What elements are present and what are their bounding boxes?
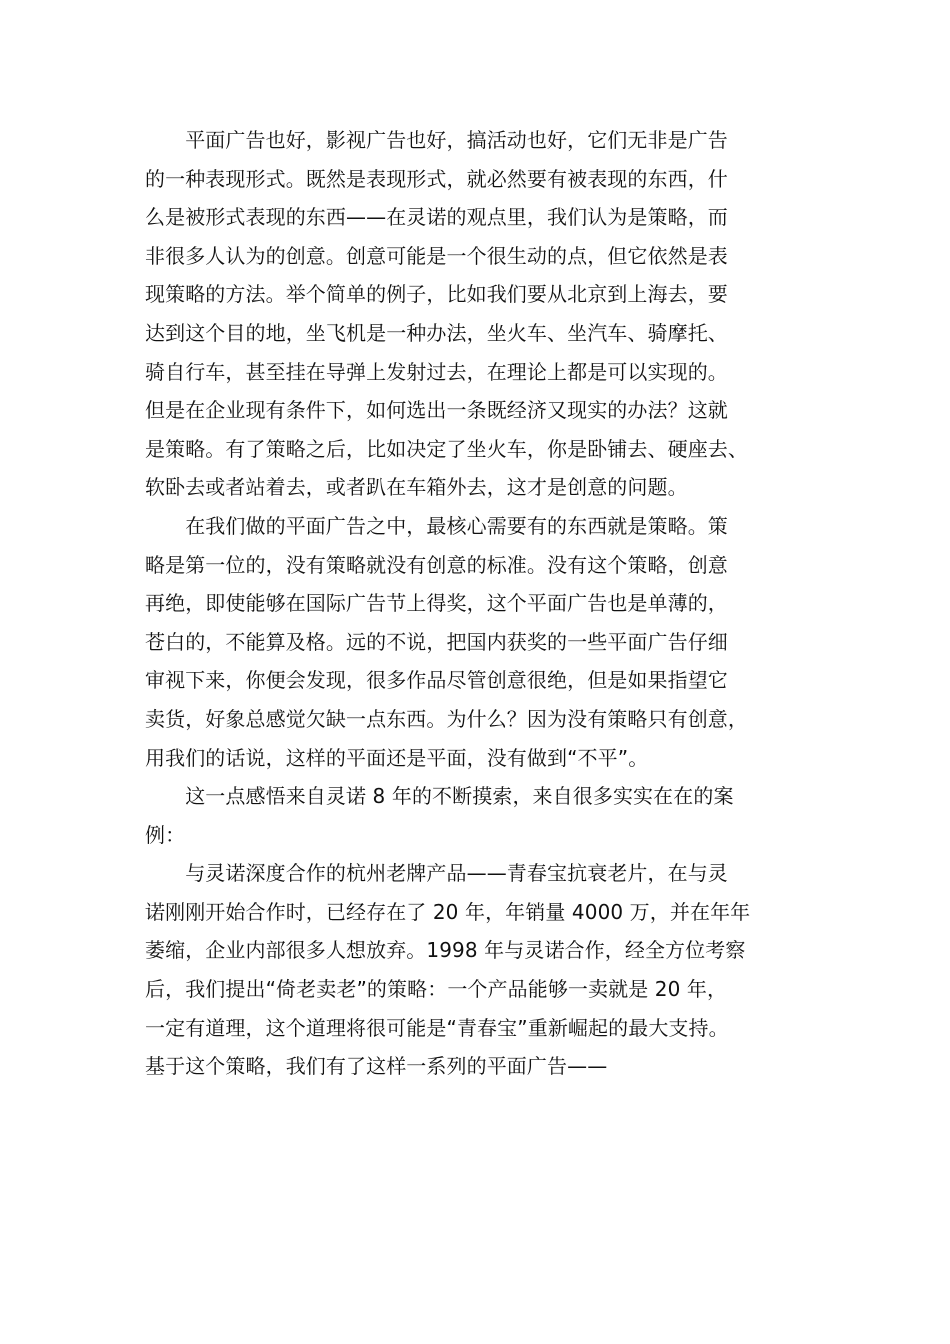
text-line: 用我们的话说，这样的平面还是平面，没有做到“不平”。 [145, 745, 649, 770]
body-text [145, 121, 810, 1086]
paragraph-case-qingchunbao [145, 854, 810, 1086]
text-line: 审视下来，你便会发现，很多作品尽管创意很绝，但是如果指望它 [145, 668, 728, 693]
text-line: 再绝，即使能够在国际广告节上得奖，这个平面广告也是单薄的， [145, 591, 728, 616]
text-line: 非很多人认为的创意。创意可能是一个很生动的点，但它依然是表 [145, 243, 728, 268]
text-line: 这一点感悟来自灵诺 8 年的不断摸索，来自很多实实在在的案 [145, 784, 734, 809]
text-line: 现策略的方法。举个简单的例子，比如我们要从北京到上海去，要 [145, 282, 728, 307]
text-line: 略是第一位的，没有策略就没有创意的标准。没有这个策略，创意 [145, 552, 728, 577]
text-line: 一定有道理，这个道理将很可能是“青春宝”重新崛起的最大支持。 [145, 1015, 729, 1040]
text-line: 例： [145, 822, 186, 847]
text-line: 基于这个策略，我们有了这样一系列的平面广告—— [145, 1054, 608, 1079]
text-line: 诺刚刚开始合作时，已经存在了 20 年，年销量 4000 万，并在年年 [145, 899, 751, 924]
text-line: 卖货，好象总感觉欠缺一点东西。为什么？因为没有策略只有创意， [145, 706, 748, 731]
text-line: 在我们做的平面广告之中，最核心需要有的东西就是策略。策 [145, 513, 728, 538]
text-line: 么是被形式表现的东西——在灵诺的观点里，我们认为是策略，而 [145, 205, 728, 230]
text-line: 苍白的，不能算及格。远的不说，把国内获奖的一些平面广告仔细 [145, 629, 728, 654]
text-line: 但是在企业现有条件下，如何选出一条既经济又现实的办法？这就 [145, 398, 728, 423]
text-line: 是策略。有了策略之后，比如决定了坐火车，你是卧铺去、硬座去、 [145, 436, 748, 461]
text-line: 后，我们提出“倚老卖老”的策略：一个产品能够一卖就是 20 年， [145, 977, 728, 1002]
text-line: 平面广告也好，影视广告也好，搞活动也好，它们无非是广告 [145, 128, 728, 152]
paragraph-core-is-strategy [145, 507, 810, 777]
paragraph-insight-source [145, 777, 810, 854]
paragraph-strategy-vs-creativity [145, 121, 810, 507]
text-line: 的一种表现形式。既然是表现形式，就必然要有被表现的东西，什 [145, 166, 728, 191]
text-line: 软卧去或者站着去，或者趴在车箱外去，这才是创意的问题。 [145, 475, 688, 500]
text-line: 达到这个目的地，坐飞机是一种办法，坐火车、坐汽车、骑摩托、 [145, 320, 728, 345]
text-line: 与灵诺深度合作的杭州老牌产品——青春宝抗衰老片，在与灵 [145, 861, 728, 886]
text-line: 萎缩，企业内部很多人想放弃。1998 年与灵诺合作，经全方位考察 [145, 938, 746, 963]
text-line: 骑自行车，甚至挂在导弹上发射过去，在理论上都是可以实现的。 [145, 359, 728, 384]
